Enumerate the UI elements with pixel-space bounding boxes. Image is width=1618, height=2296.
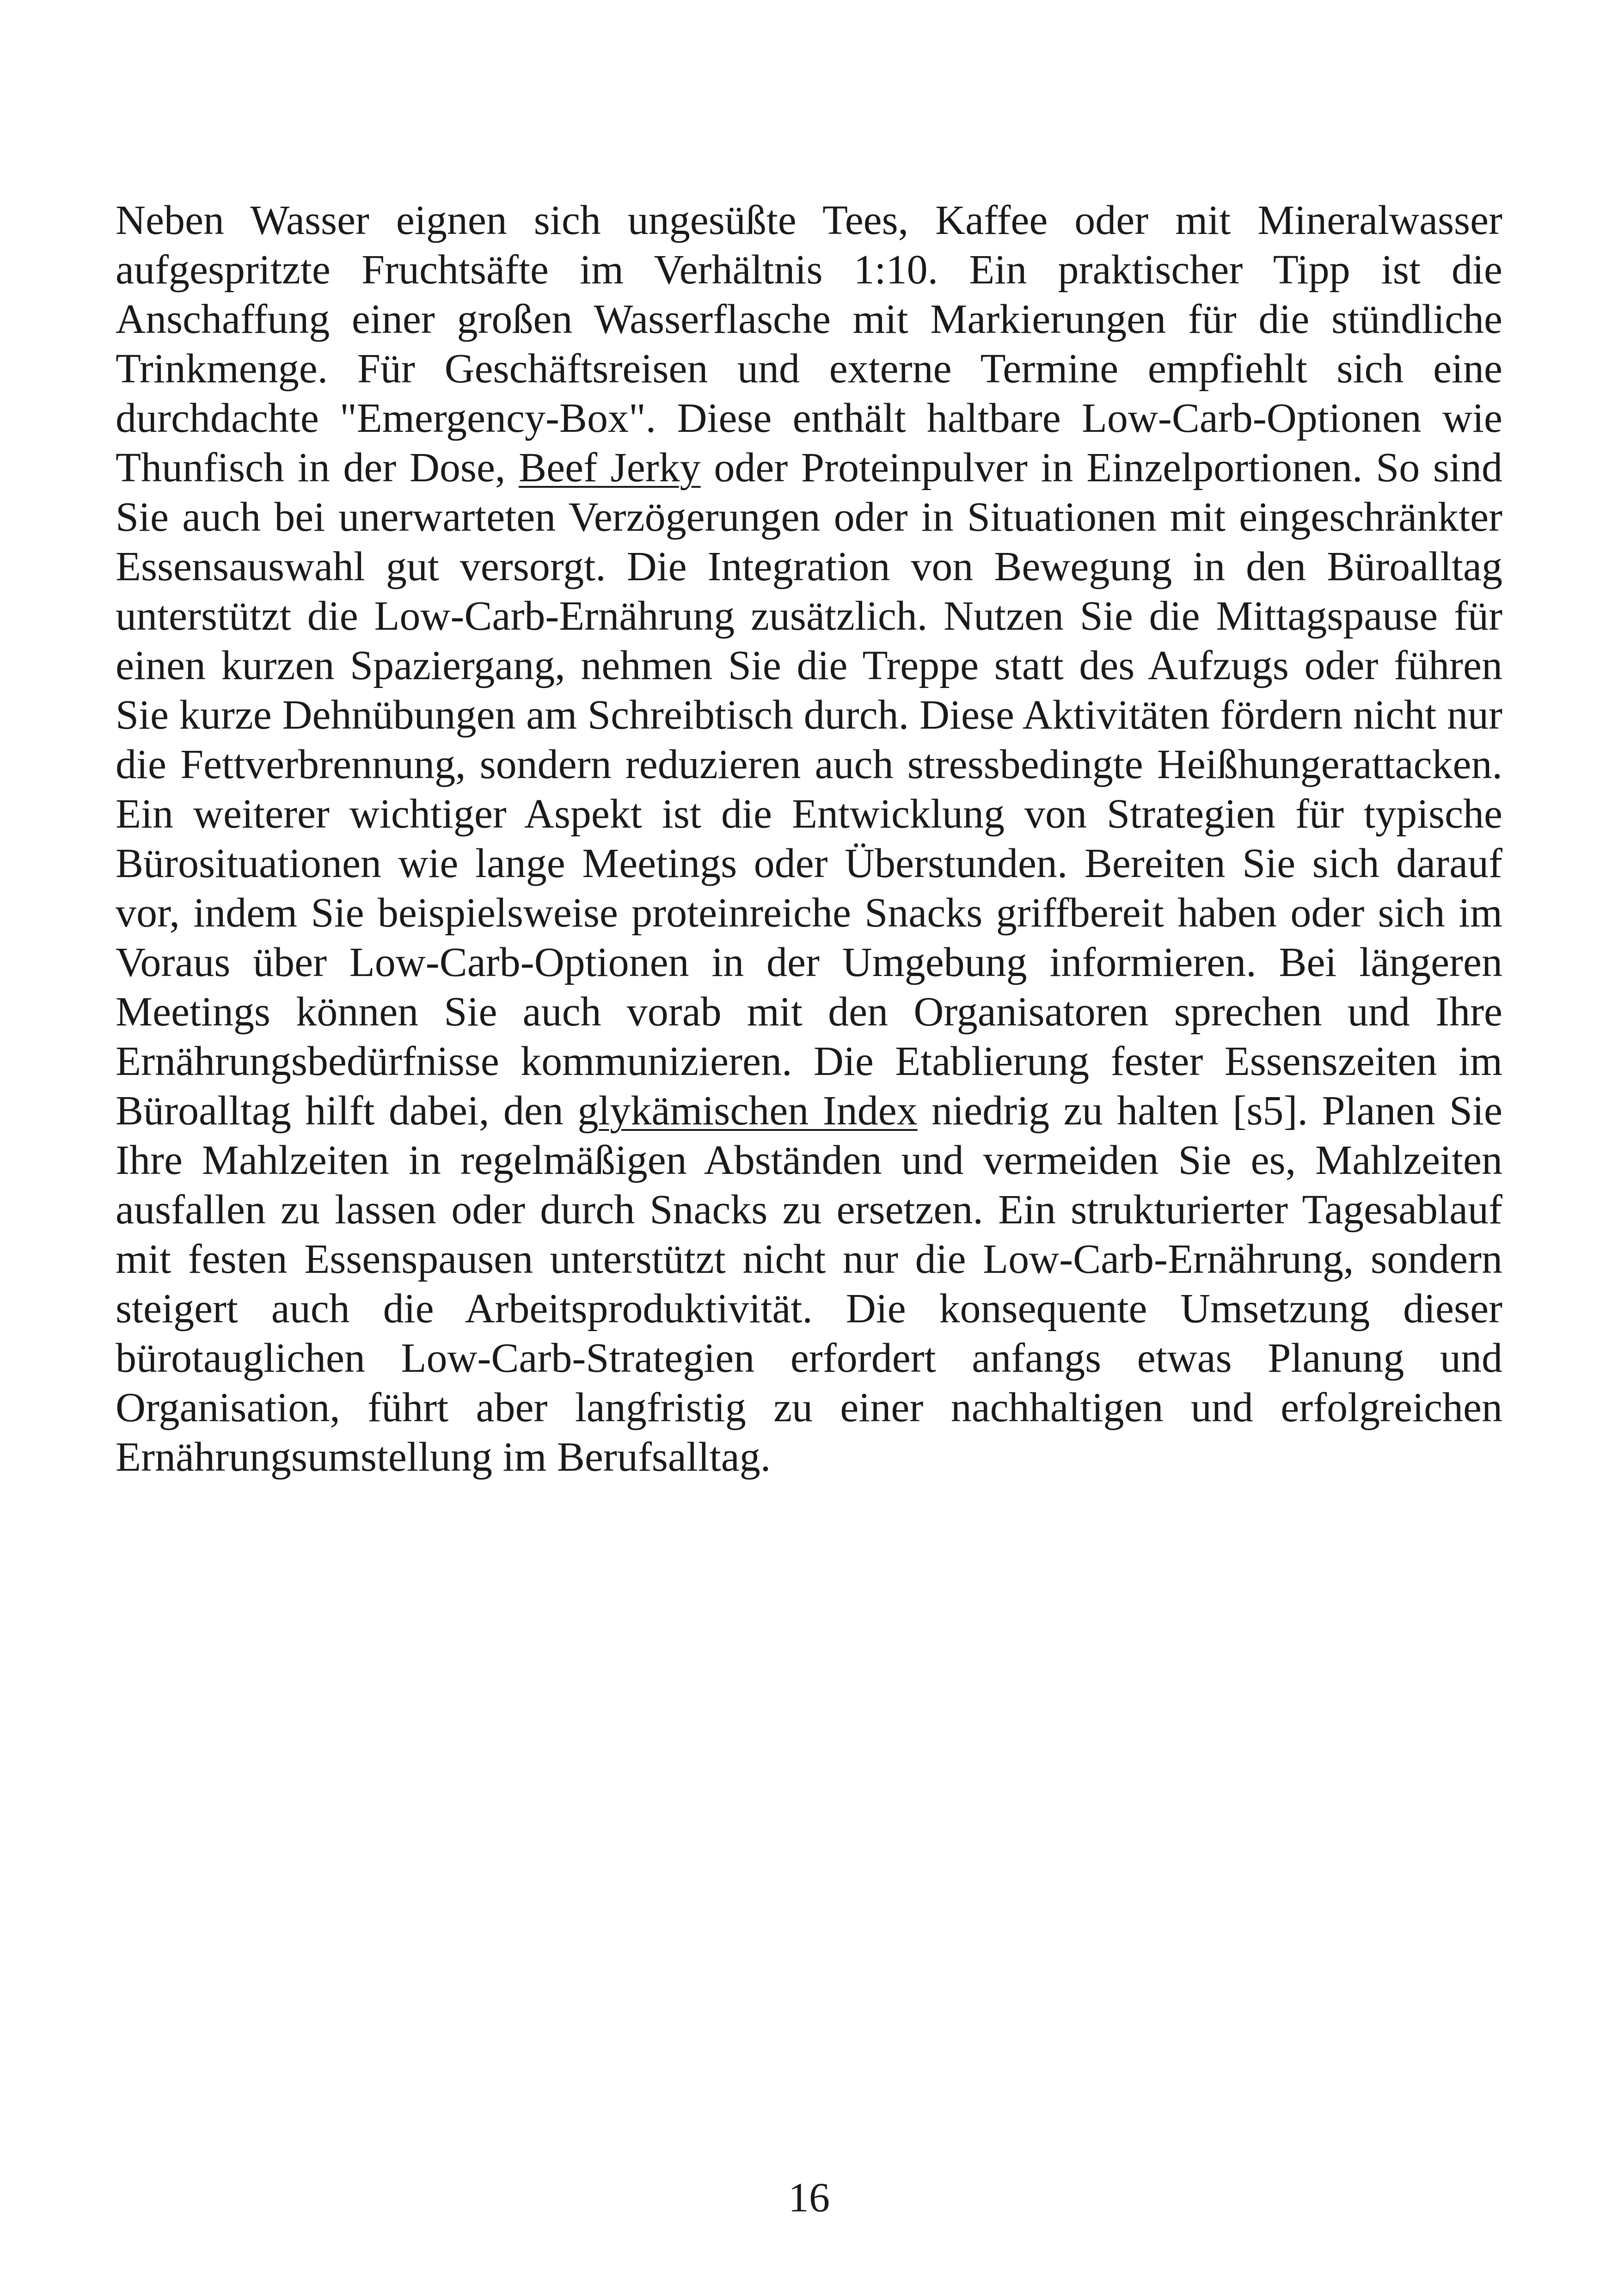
page-number: 16 [788, 2175, 830, 2221]
link-beef-jerky[interactable]: Beef Jerky [519, 445, 701, 491]
paragraph-text-part-2: oder Proteinpulver in Einzelportionen. So sind Sie auch bei unerwarteten Verzögerungen oder in Situationen mit eingeschränkter Essensauswahl gut versorgt. Die Integration von Bewegung in den Büroalltag unterstützt die Low-Carb-Ernährung zusätzlich. Nutzen Sie die Mittagspause für einen kurzen Spaziergang, nehmen Sie die Treppe statt des Aufzugs oder führen Sie kurze Dehnübungen am Schreibtisch durch. Diese Aktivitäten fördern nicht nur die Fettverbrennung, sondern reduzieren auch stressbedingte Heißhungerattacken. Ein weiterer wichtiger Aspekt ist die Entwicklung von Strategien für typische Bürosituationen wie lange Meetings oder Überstunden. Bereiten Sie sich darauf vor, indem Sie beispielsweise proteinreiche Snacks griffbereit haben oder sich im Voraus über Low-Carb-Optionen in der Umgebung informieren. Bei längeren Meetings können Sie auch vorab mit den Organisatoren sprechen und Ihre Ernährungsbedürfnisse kommunizieren. Die Etablierung fester Essenszeiten im Büroalltag hilft dabei, den [116, 445, 1502, 1134]
body-paragraph [116, 196, 1502, 1482]
paragraph-text-part-1: Neben Wasser eignen sich ungesüßte Tees, Kaffee oder mit Mineralwasser aufgespritzte Fruchtsäfte im Verhältnis 1:10. Ein praktischer Tipp ist die Anschaffung einer großen Wasserflasche mit Markierungen für die stündliche Trinkmenge. Für Geschäftsreisen und externe Termine empfiehlt sich eine durchdachte "Emergency-Box". Diese enthält haltbare Low-Carb-Optionen wie Thunfisch in der Dose, [116, 197, 1502, 491]
paragraph-text-part-3: niedrig zu halten [s5]. Planen Sie Ihre Mahlzeiten in regelmäßigen Abständen und vermeiden Sie es, Mahlzeiten ausfallen zu lassen oder durch Snacks zu ersetzen. Ein strukturierter Tagesablauf mit festen Essenspausen unterstützt nicht nur die Low-Carb-Ernährung, sondern steigert auch die Arbeitsproduktivität. Die konsequente Umsetzung dieser bürotauglichen Low-Carb-Strategien erfordert anfangs etwas Planung und Organisation, führt aber langfristig zu einer nachhaltigen und erfolgreichen Ernährungsumstellung im Berufsalltag. [116, 1088, 1502, 1480]
link-glykaemischen-index[interactable]: glykämischen Index [577, 1088, 918, 1134]
